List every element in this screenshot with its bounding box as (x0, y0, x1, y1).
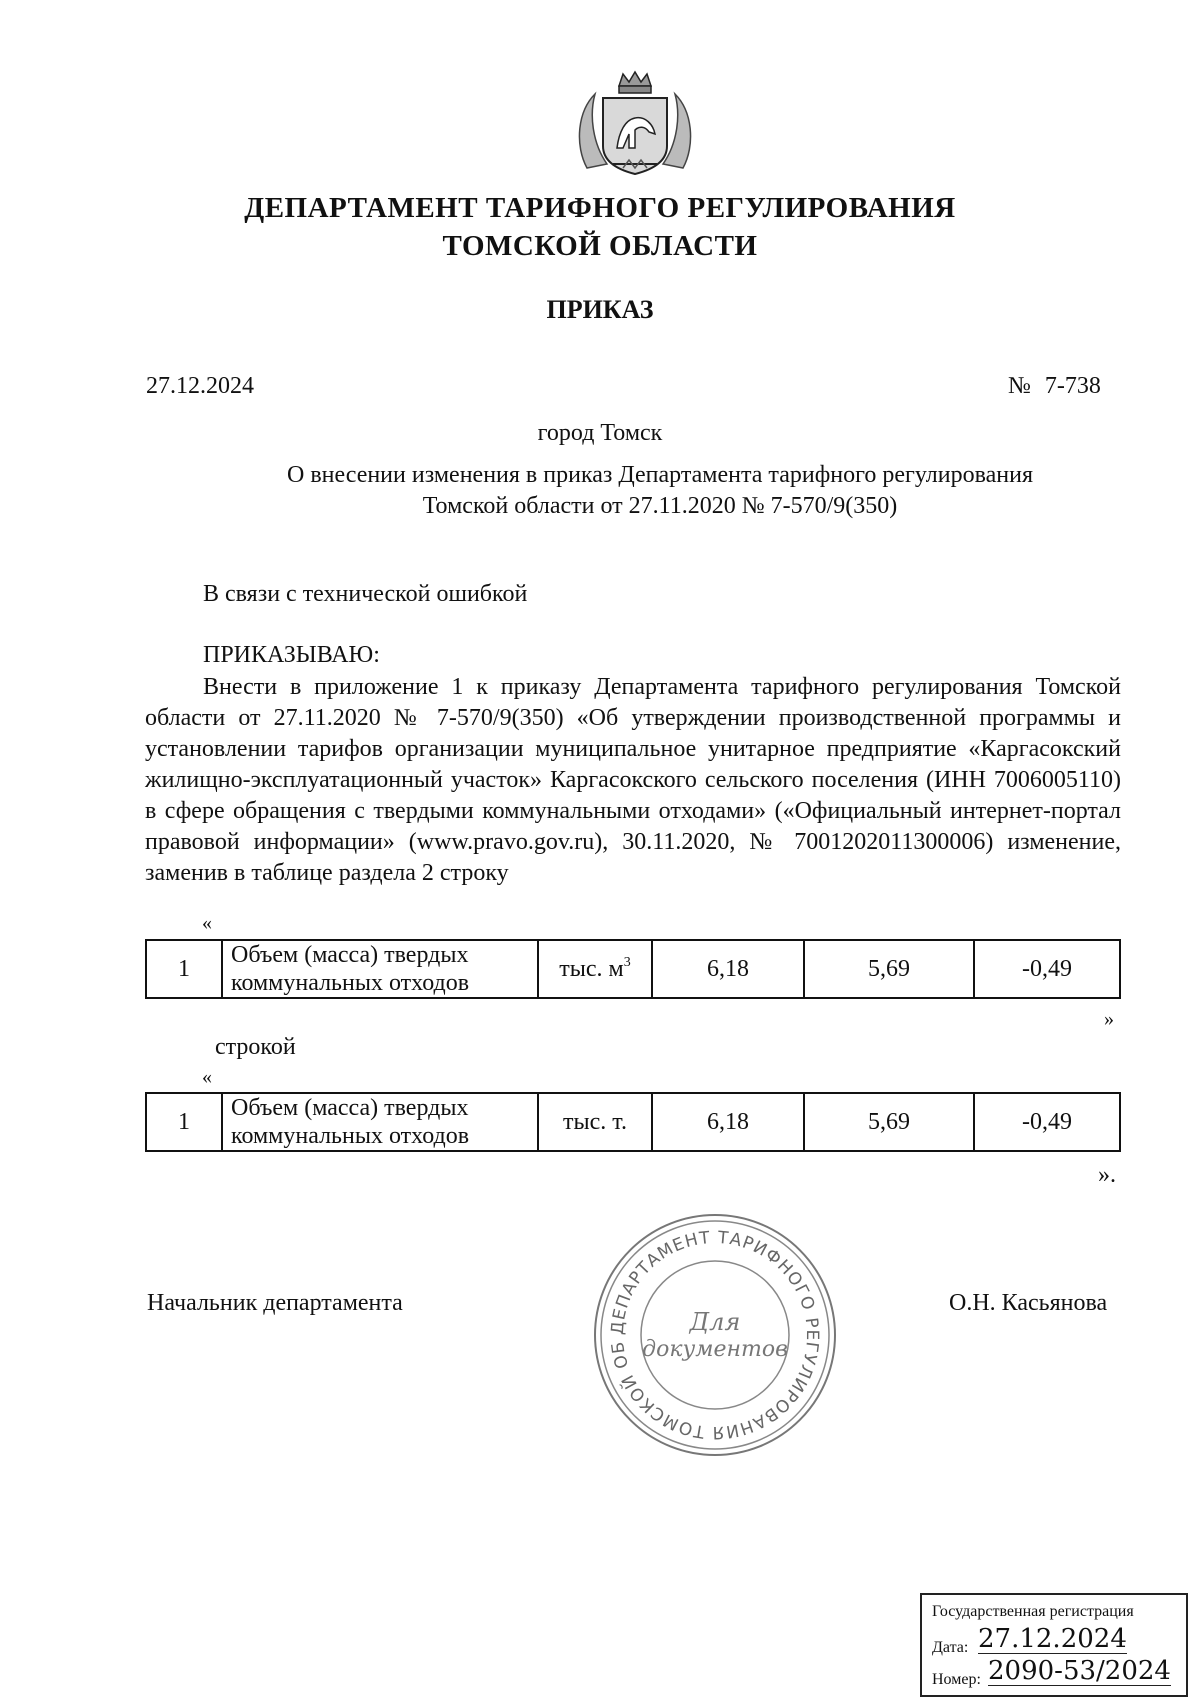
stamp-center-line1: Для (689, 1308, 741, 1336)
open-quote: « (202, 912, 212, 934)
registration-box (920, 1593, 1188, 1697)
stamp-center-line2: документов (642, 1337, 788, 1362)
city: город Томск (537, 420, 663, 446)
order-date: 27.12.2024 (146, 373, 254, 399)
open-quote: « (202, 1066, 212, 1088)
coat-of-arms-icon (573, 68, 697, 178)
value-cell: 6,18 (652, 940, 804, 998)
indicator-name-line2: коммунальных отходов (231, 970, 470, 996)
order-subject (200, 460, 1120, 522)
document-type: ПРИКАЗ (546, 295, 654, 324)
unit: тыс. т. (538, 1093, 652, 1151)
order-main-text: Внести в приложение 1 к приказу Департамента тарифного регулирования Томской области от 27.11.2020 № 7-570/9(350) «Об утверждении производственной программы и установлении тарифов организации муниципальное унитарное предприятие «Каргасокский жилищно-эксплуатационный участок» Каргасокского сельского поселения (ИНН 7006005110) в сфере обращения с твердыми коммунальными отходами» («Официальный интернет-портал правовой информации» (www.pravo.gov.ru), 30.11.2020, № 7001202011300006) изменение, заменив в таблице раздела 2 строку (145, 674, 1121, 886)
registration-date-label: Дата: (932, 1639, 969, 1656)
value-cell: -0,49 (974, 1093, 1120, 1151)
registration-heading: Государственная регистрация (932, 1603, 1134, 1620)
value-cell: 5,69 (804, 1093, 974, 1151)
indicator-name-line1: Объем (масса) твердых (231, 1095, 469, 1121)
close-quote: » (1104, 1008, 1114, 1030)
order-number: № 7-738 (1008, 373, 1101, 399)
registration-number: 2090-53/2024 (988, 1656, 1171, 1686)
row-number: 1 (146, 940, 222, 998)
value-cell: 6,18 (652, 1093, 804, 1151)
indicator-name (222, 1093, 538, 1151)
registration-number-label: Номер: (932, 1671, 981, 1688)
new-row-table (145, 1092, 1121, 1152)
subject-line1: О внесении изменения в приказ Департамента тарифного регулирования (286, 462, 1033, 488)
replacement-word: строкой (215, 1034, 296, 1060)
signer-position: Начальник департамента (147, 1290, 403, 1316)
signer-name: О.Н. Касьянова (949, 1290, 1108, 1316)
unit-cell (538, 940, 652, 998)
preamble: В связи с технической ошибкой (203, 581, 528, 607)
department-title-line1: ДЕПАРТАМЕНТ ТАРИФНОГО РЕГУЛИРОВАНИЯ (244, 192, 956, 224)
value-cell: 5,69 (804, 940, 974, 998)
official-stamp (590, 1210, 840, 1460)
unit-superscript: 3 (623, 954, 631, 970)
registration-date: 27.12.2024 (978, 1624, 1127, 1654)
table-row (146, 940, 1120, 998)
indicator-name-line2: коммунальных отходов (231, 1123, 470, 1149)
department-title-line2: ТОМСКОЙ ОБЛАСТИ (442, 230, 758, 262)
subject-line2: Томской области от 27.11.2020 № 7-570/9(350) (422, 493, 898, 519)
table-row (146, 1093, 1120, 1151)
unit: тыс. м (559, 955, 624, 982)
order-word: ПРИКАЗЫВАЮ: (203, 642, 380, 668)
old-row-table (145, 939, 1121, 999)
row-number: 1 (146, 1093, 222, 1151)
indicator-name (222, 940, 538, 998)
value-cell: -0,49 (974, 940, 1120, 998)
close-quote-final: ». (1098, 1162, 1116, 1188)
stamp-ring-text: ДЕПАРТАМЕНТ ТАРИФНОГО РЕГУЛИРОВАНИЯ ТОМСКОЙ ОБ (607, 1227, 823, 1443)
indicator-name-line1: Объем (масса) твердых (231, 942, 469, 968)
